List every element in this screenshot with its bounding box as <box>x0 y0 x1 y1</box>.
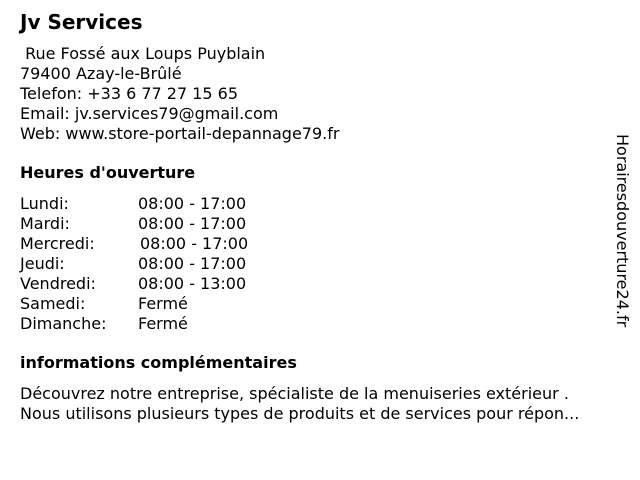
hours-value: 08:00 - 17:00 <box>138 214 247 233</box>
city-address: 79400 Azay-le-Brûlé <box>20 64 182 83</box>
day-label: Mardi: <box>20 214 70 233</box>
hours-value: Fermé <box>138 294 188 313</box>
street-address: Rue Fossé aux Loups Puyblain <box>20 44 266 63</box>
email-address[interactable]: Email: jv.services79@gmail.com <box>20 104 279 123</box>
hours-value: 08:00 - 17:00 <box>138 254 247 273</box>
contact-block <box>20 44 339 144</box>
day-label: Samedi: <box>20 294 86 313</box>
hours-value: 08:00 - 13:00 <box>138 274 247 293</box>
site-watermark: Horairesdouverture24.fr <box>613 134 632 328</box>
opening-hours-heading: Heures d'ouverture <box>20 163 196 182</box>
phone-number[interactable]: Telefon: +33 6 77 27 15 65 <box>20 84 239 103</box>
description-line: Découvrez notre entreprise, spécialiste de la menuiseries extérieur . <box>20 384 569 403</box>
day-label: Mercredi: <box>20 234 95 253</box>
day-label: Dimanche: <box>20 314 107 333</box>
business-description <box>20 384 579 424</box>
hours-value: Fermé <box>138 314 188 333</box>
description-line: Nous utilisons plusieurs types de produits et de services pour répon... <box>20 404 580 423</box>
day-label: Jeudi: <box>20 254 65 273</box>
day-label: Vendredi: <box>20 274 96 293</box>
website-link[interactable]: Web: www.store-portail-depannage79.fr <box>20 124 340 143</box>
day-label: Lundi: <box>20 194 69 213</box>
additional-info-heading: informations complémentaires <box>20 353 297 372</box>
business-name: Jv Services <box>20 10 143 34</box>
hours-value: 08:00 - 17:00 <box>140 234 249 253</box>
hours-value: 08:00 - 17:00 <box>138 194 247 213</box>
